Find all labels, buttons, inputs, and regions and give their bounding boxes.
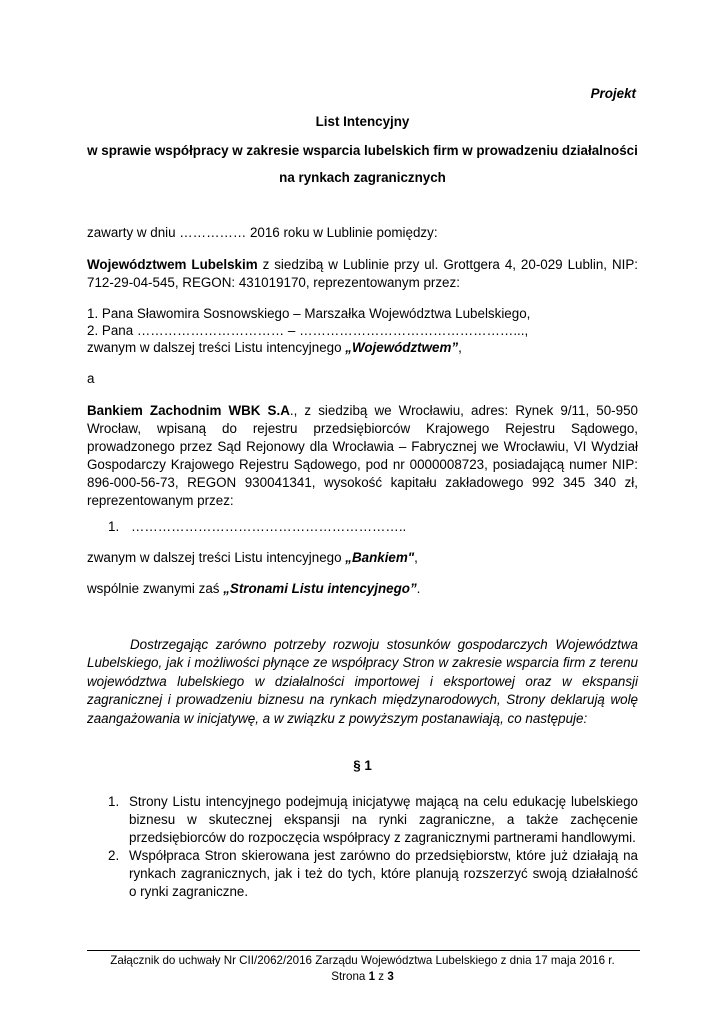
preamble-line3: województwa lubelskiego w działalności importowej i eksportowej oraz w ekspansji — [87, 674, 638, 689]
party2-name: Bankiem Zachodnim WBK S.A — [87, 403, 290, 418]
party2-line1 — [87, 402, 638, 420]
section1-item1-line3: przedsiębiorców do rozpoczęcia współpracy z zagranicznymi partnerami handlowymi. — [129, 830, 636, 845]
party2-line6: reprezentowanym przez: — [87, 493, 234, 508]
party1-line2: 712-29-04-545, REGON: 431019170, reprezentowanym przez: — [87, 275, 460, 290]
preamble-line1: Dostrzegając zarówno potrzeby rozwoju stosunków gospodarczych Województwa — [130, 637, 638, 652]
party2-short-name: „Bankiem" — [345, 550, 415, 565]
document-subtitle-line2: na rynkach zagranicznych — [279, 170, 446, 185]
party2-address: ., z siedzibą we Wrocławiu, adres: Rynek 9/11, 50-950 — [289, 403, 638, 418]
party1-address: z siedzibą w Lublinie przy ul. Grottgera 4, 20-029 Lublin, NIP: — [257, 257, 639, 272]
document-title: List Intencyjny — [315, 114, 410, 129]
preamble-line5: zaangażowania w inicjatywę, a w związku z powyższym postanawiają, co następuje: — [87, 711, 588, 726]
section1-item2-line1: Współpraca Stron skierowana jest zarówno do przedsiębiorstw, które już działają na — [129, 848, 638, 863]
party1-short-name: „Województwem” — [345, 340, 459, 355]
parties-short-name: „Stronami Listu intencyjnego” — [223, 581, 417, 596]
section-1-heading: § 1 — [353, 758, 372, 773]
document-subtitle-line1: w sprawie współpracy w zakresie wsparcia lubelskich firm w prowadzeniu działalności — [87, 143, 638, 158]
intro-line: zawarty w dniu …………… 2016 roku w Lublinie pomiędzy: — [87, 225, 438, 240]
party2-called: zwanym w dalszej treści Listu intencyjnego „Bankiem", — [87, 550, 418, 565]
page-current: 1 — [368, 970, 376, 983]
party2-line4: Gospodarczy Krajowego Rejestru Sądowego, pod nr 0000008723, posiadającą numer NIP: — [87, 457, 638, 472]
section1-item2-line2: rynkach zagranicznych, jak i też do tych, które planują rozszerzyć swoją działalność — [129, 866, 638, 881]
party1-line1 — [87, 256, 638, 274]
page-total: 3 — [387, 970, 394, 983]
footer-note: Załącznik do uchwały Nr CII/2062/2016 Zarządu Województwa Lubelskiego z dnia 17 maja 2016 r. — [110, 954, 615, 967]
conjunction-and: a — [87, 371, 95, 386]
jointly-called: wspólnie zwanymi zaś „Stronami Listu intencyjnego”. — [87, 581, 421, 596]
preamble-line4: zagranicznej i prowadzeniu biznesu na rynkach międzynarodowych, Strony deklarują wolę — [87, 692, 638, 707]
party2-line5: 896-000-56-73, REGON 930041341, wysokość kapitału zakładowego 992 345 340 zł, — [87, 475, 638, 490]
preamble-line2: Lubelskiego, jak i możliwości płynące ze współpracy Stron w zakresie wsparcia firm z terenu — [87, 655, 638, 670]
party1-representative-1: 1. Pana Sławomira Sosnowskiego – Marszałka Województwa Lubelskiego, — [87, 306, 531, 321]
draft-label: Projekt — [590, 86, 636, 101]
party2-line2: Wrocław, wpisaną do rejestru przedsiębiorców Krajowego Rejestru Sądowego, — [87, 421, 638, 436]
section1-item2-number: 2. — [108, 848, 120, 863]
footer-divider — [87, 950, 640, 951]
section1-item1-number: 1. — [108, 794, 120, 809]
party2-representative-dots: …………………………………………………….. — [131, 519, 407, 534]
section1-item1-line2: biznesu w skutecznej ekspansji na rynki zagraniczne, a także zachęcenie — [129, 812, 638, 827]
party2-line3: prowadzonego przez Sąd Rejonowy dla Wrocławia – Fabrycznej we Wrocławiu, VI Wydział — [87, 439, 638, 454]
section1-item1-line1: Strony Listu intencyjnego podejmują inicjatywę mającą na celu edukację lubelskiego — [129, 794, 638, 809]
party2-representative-number: 1. — [108, 519, 120, 534]
section1-item2-line3: o rynki zagraniczne. — [129, 884, 249, 899]
party1-called: zwanym w dalszej treści Listu intencyjnego „Województwem”, — [87, 340, 462, 355]
page-number: Strona 1 z 3 — [331, 970, 394, 983]
party1-representative-2: 2. Pana …………………………… – …………………………………………..., — [87, 323, 529, 338]
party1-name: Województwem Lubelskim — [87, 257, 258, 272]
